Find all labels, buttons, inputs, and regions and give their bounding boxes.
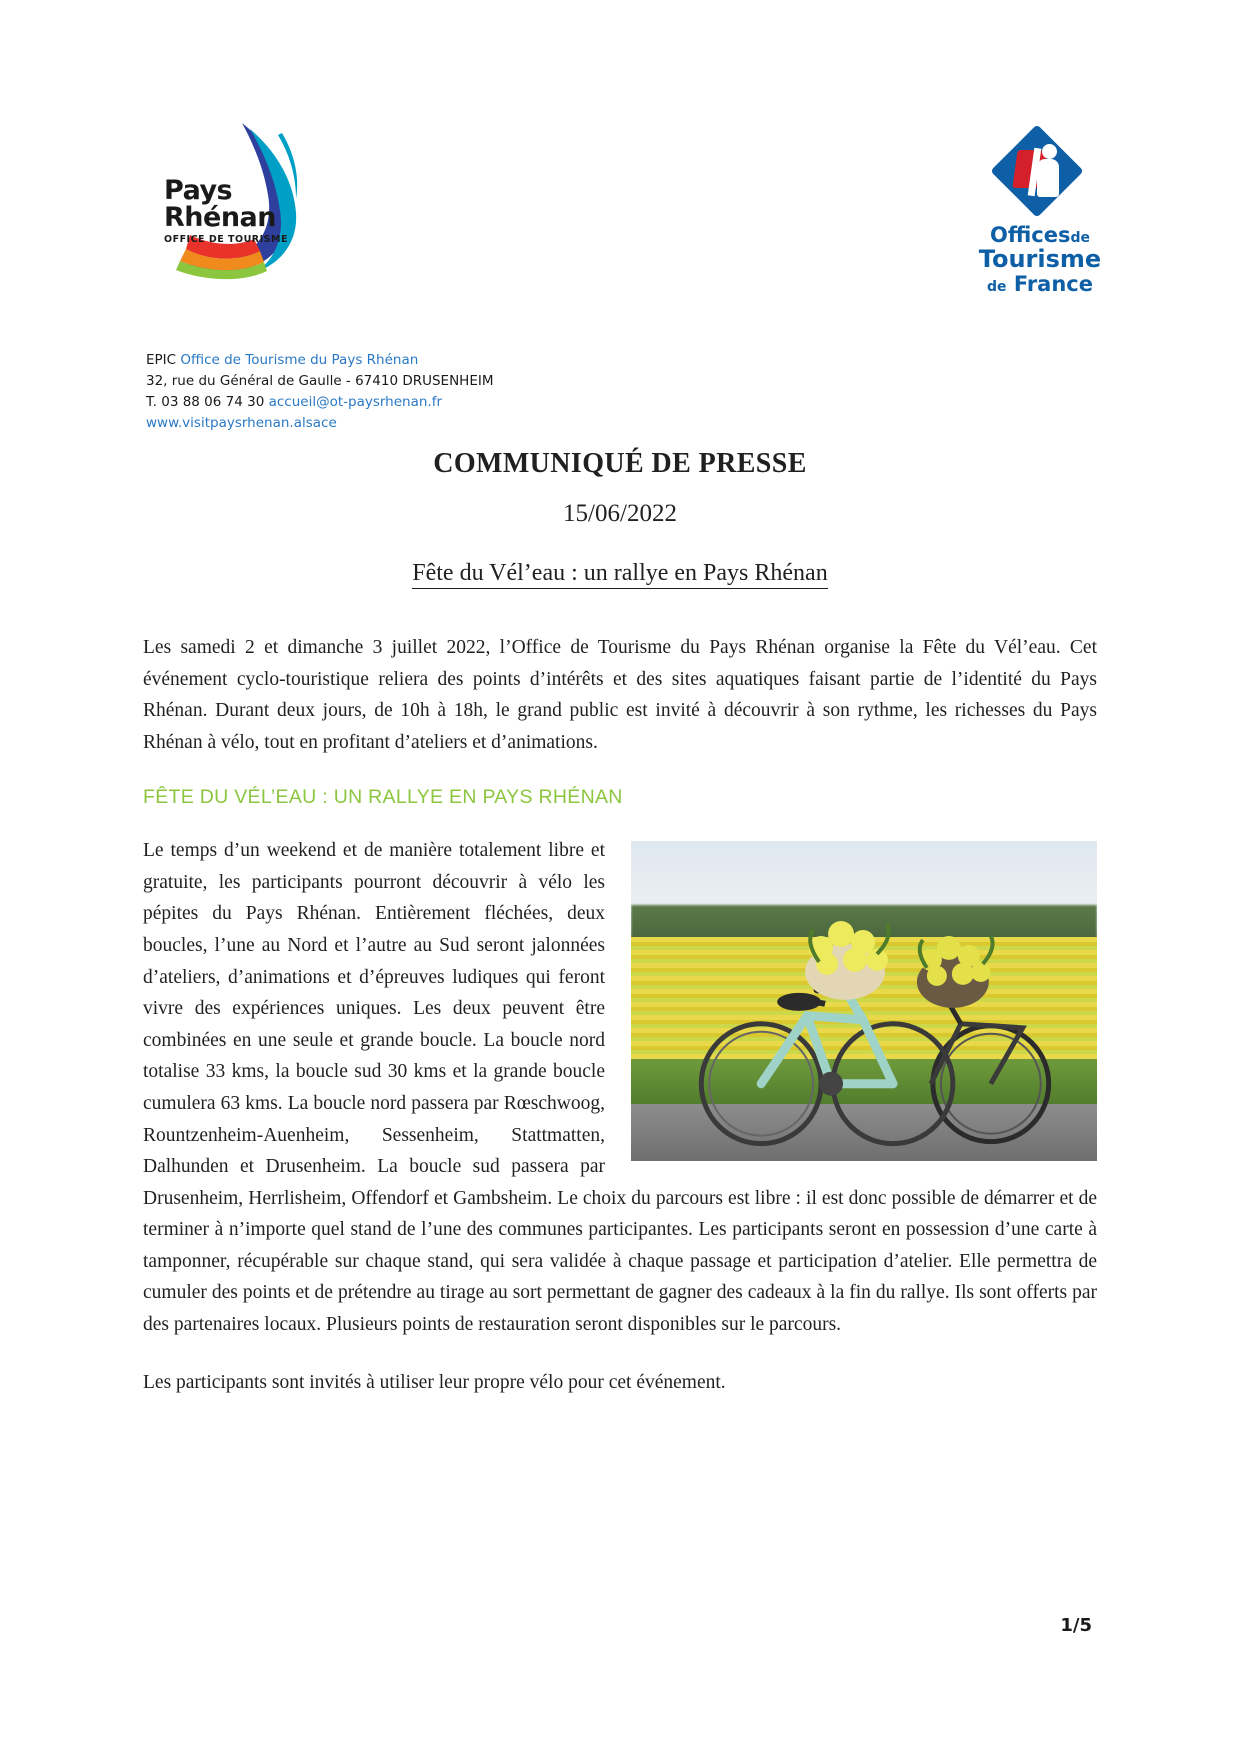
contact-address-block bbox=[146, 350, 494, 434]
document-header bbox=[0, 0, 1240, 300]
logo-line-rhenan: Rhénan bbox=[164, 202, 276, 233]
otf-line-offices: Offices bbox=[990, 223, 1071, 247]
address-line-street: 32, rue du Général de Gaulle - 67410 DRUSENHEIM bbox=[146, 372, 494, 389]
otf-diamond-icon bbox=[995, 130, 1085, 218]
address-website-link[interactable]: www.visitpaysrhenan.alsace bbox=[146, 414, 337, 431]
page-title: COMMUNIQUÉ DE PRESSE bbox=[433, 448, 807, 479]
otf-line-de-2: de bbox=[986, 278, 1007, 295]
otf-line-france: France bbox=[1013, 271, 1093, 296]
offices-de-tourisme-de-france-logo bbox=[970, 130, 1110, 295]
document-body bbox=[143, 632, 1097, 1418]
logo-line-office-de-tourisme: OFFICE DE TOURISME bbox=[164, 234, 288, 245]
address-organisation-name: Office de Tourisme du Pays Rhénan bbox=[180, 352, 419, 368]
address-line-website bbox=[146, 413, 494, 434]
address-email-link[interactable]: accueil@ot-paysrhenan.fr bbox=[268, 393, 443, 410]
section-with-image bbox=[143, 835, 1097, 1340]
bicycles-photo bbox=[631, 841, 1097, 1161]
otf-line-tourisme: Tourisme bbox=[978, 244, 1102, 273]
section-heading: FÊTE DU VÉL’EAU : UN RALLYE EN PAYS RHÉNAN bbox=[143, 786, 623, 809]
page-number: 1/5 bbox=[1060, 1615, 1092, 1636]
otf-line-de-1: de bbox=[1070, 230, 1090, 246]
address-line-phone-email bbox=[146, 392, 494, 413]
bicycles-illustration bbox=[631, 904, 1097, 1154]
pays-rhenan-logo bbox=[150, 115, 330, 280]
address-epic-label: EPIC bbox=[146, 352, 177, 368]
document-subtitle-text: Fête du Vél’eau : un rallye en Pays Rhénan bbox=[412, 560, 827, 589]
address-phone: T. 03 88 06 74 30 bbox=[146, 393, 265, 410]
closing-paragraph: Les participants sont invités à utiliser leur propre vélo pour cet événement. bbox=[143, 1371, 726, 1393]
main-paragraph: Le temps d’un weekend et de manière totalement libre et gratuite, les participants pourront découvrir à vélo les pépites du Pays Rhénan. Entièrement fléchées, deux boucles, l’une au Nord et l’autre au Sud seront jalonnées d’ateliers, d’animations et d’épreuves ludiques qui feront vivre des expériences uniques. Les deux peuvent être combinées en une seule et grande boucle. La boucle nord totalise 33 kms, la boucle sud 30 kms et la grande boucle cumulera 63 kms. La boucle nord passera par Rœschwoog, Rountzenheim-Auenheim, Sessenheim, Stattmatten, Dalhunden et Drusenheim. La boucle sud passera par Drusenheim, Herrlisheim, Offendorf et Gambsheim. Le choix du parcours est libre : il est donc possible de démarrer et de terminer à n’importe quel stand de l’une des communes participantes. Les participants seront en possession d’une carte à tamponner, récupérable sur chaque stand, qui sera validée à chaque passage et participation d’atelier. Elle permettra de cumuler des points et de prétendre au tirage au sort permettant de gagner des cadeaux à la fin du rallye. Ils sont offerts par des partenaires locaux. Plusieurs points de restauration seront disponibles sur le parcours. bbox=[143, 840, 1097, 1335]
document-date: 15/06/2022 bbox=[563, 500, 677, 527]
document-subtitle bbox=[0, 560, 1240, 587]
intro-paragraph: Les samedi 2 et dimanche 3 juillet 2022, l’Office de Tourisme du Pays Rhénan organise la Fête du Vél’eau. Cet événement cyclo-touristique reliera des points d’intérêts et des sites aquatiques faisant partie de l’identité du Pays Rhénan. Durant deux jours, de 10h à 18h, le grand public est invité à découvrir à son rythme, les richesses du Pays Rhénan à vélo, tout en profitant d’ateliers et d’animations. bbox=[143, 637, 1097, 753]
address-line-organisation bbox=[146, 350, 494, 371]
otf-wordmark bbox=[970, 224, 1110, 295]
logo-line-pays: Pays bbox=[164, 175, 233, 206]
pays-rhenan-wordmark bbox=[164, 177, 299, 245]
